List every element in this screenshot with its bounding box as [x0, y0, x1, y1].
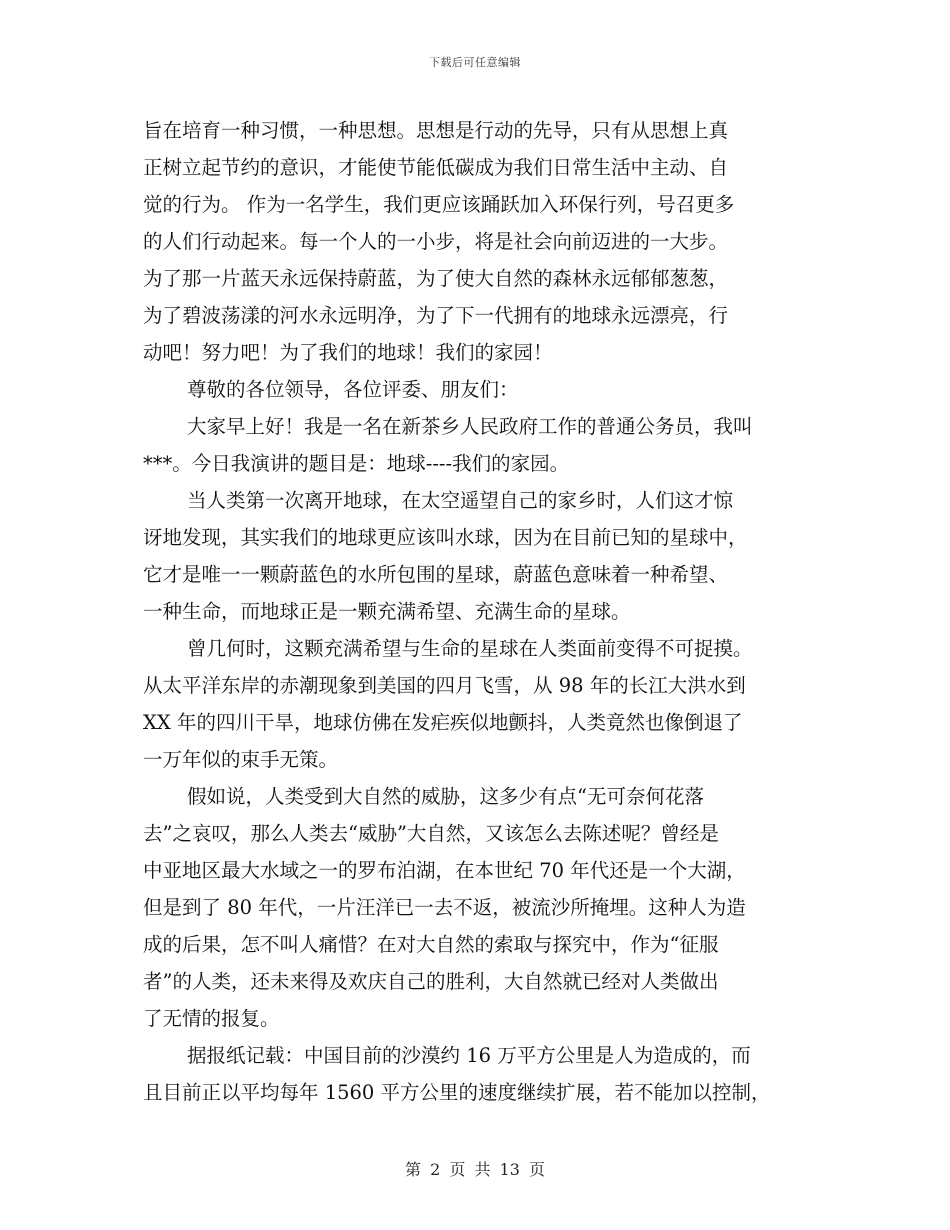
text-line: 为了那一片蓝天永远保持蔚蓝，为了使大自然的森林永远郁郁葱葱， [143, 267, 729, 290]
text-line: 动吧！努力吧！为了我们的地球！我们的家园！ [143, 341, 553, 364]
text-line: 旨在培育一种习惯，一种思想。思想是行动的先导，只有从思想上真 [143, 119, 729, 142]
text-line: 且目前正以平均每年 1560 平方公里的速度继续扩展，若不能加以控制， [143, 1081, 771, 1104]
page-number-footer: 第 2 页 共 13 页 [405, 1160, 545, 1179]
text-line: 当人类第一次离开地球，在太空遥望自己的家乡时，人们这才惊 [187, 489, 734, 512]
text-line: 大家早上好！我是一名在新茶乡人民政府工作的普通公务员，我叫 [187, 415, 753, 438]
text-line: 中亚地区最大水域之一的罗布泊湖，在本世纪 70 年代还是一个大湖， [143, 859, 746, 882]
text-line: 为了碧波荡漾的河水永远明净，为了下一代拥有的地球永远漂亮，行 [143, 304, 729, 327]
text-line: 假如说，人类受到大自然的威胁，这多少有点“无可奈何花落 [187, 785, 704, 808]
text-line: 觉的行为。 作为一名学生，我们更应该踊跃加入环保行列，号召更多 [143, 193, 735, 216]
text-line: 尊敬的各位领导，各位评委、朋友们： [187, 378, 519, 401]
text-line: 者”的人类，还未来得及欢庆自己的胜利，大自然就已经对人类做出 [143, 970, 719, 993]
document-body [143, 112, 808, 1111]
text-line: 据报纸记载：中国目前的沙漠约 16 万平方公里是人为造成的，而 [187, 1044, 751, 1067]
text-line: 的人们行动起来。每一个人的一小步，将是社会向前迈进的一大步。 [143, 230, 729, 253]
text-line: 但是到了 80 年代，一片汪洋已一去不返，被流沙所掩埋。这种人为造 [143, 896, 746, 919]
text-line: 成的后果，怎不叫人痛惜？在对大自然的索取与探究中，作为“征服 [143, 933, 719, 956]
text-line: 去”之哀叹，那么人类去“威胁”大自然，又该怎么去陈述呢？曾经是 [143, 822, 719, 845]
text-line: ***。今日我演讲的题目是：地球----我们的家园。 [143, 452, 570, 475]
page-header: 下载后可任意编辑 [429, 56, 521, 69]
text-line: 讶地发现，其实我们的地球更应该叫水球，因为在目前已知的星球中， [143, 526, 748, 549]
text-line: 从太平洋东岸的赤潮现象到美国的四月飞雪，从 98 年的长江大洪水到 [143, 674, 746, 697]
text-line: 一万年似的束手无策。 [143, 748, 339, 771]
text-line: 它才是唯一一颗蔚蓝色的水所包围的星球，蔚蓝色意味着一种希望、 [143, 563, 729, 586]
text-line: 曾几何时，这颗充满希望与生命的星球在人类面前变得不可捉摸。 [187, 637, 753, 660]
text-line: XX 年的四川干旱，地球仿佛在发疟疾似地颤抖，人类竟然也像倒退了 [143, 711, 743, 734]
text-line: 正树立起节约的意识，才能使节能低碳成为我们日常生活中主动、自 [143, 156, 729, 179]
text-line: 了无情的报复。 [143, 1007, 280, 1030]
text-line: 一种生命，而地球正是一颗充满希望、充满生命的星球。 [143, 600, 631, 623]
